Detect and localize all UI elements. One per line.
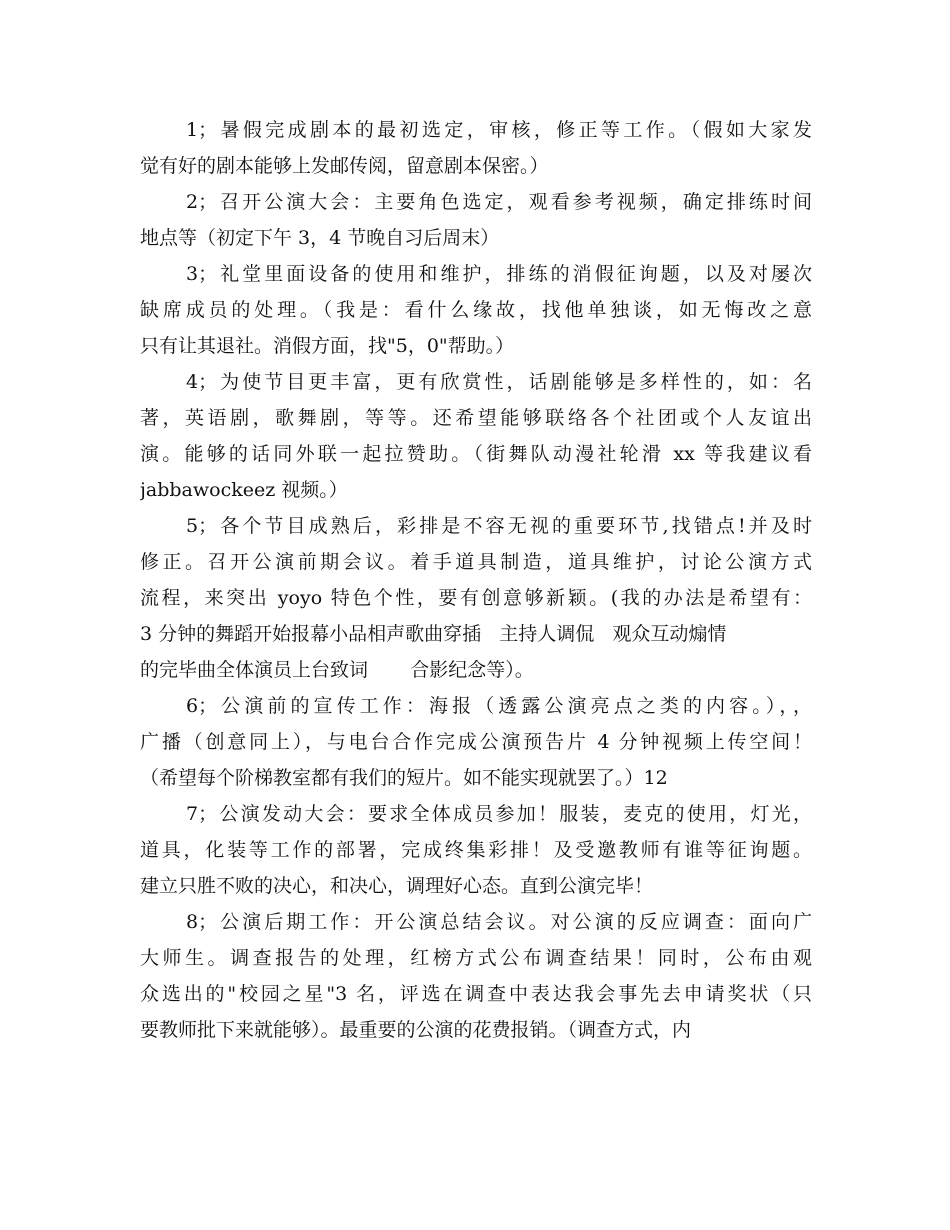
- text-line: 缺席成员的处理。（我是：看什么缘故，找他单独谈，如无悔改之意: [140, 299, 812, 321]
- text-line: 广播（创意同上），与电台合作完成公演预告片 4 分钟视频上传空间！: [140, 731, 812, 753]
- paragraph-4: [140, 364, 812, 508]
- paragraph-1: [140, 112, 812, 184]
- text-line: 8；公演后期工作：开公演总结会议。对公演的反应调查：面向广: [186, 911, 812, 933]
- text-line: 众选出的"校园之星"3 名，评选在调查中表达我会事先去申请奖状（只: [140, 983, 812, 1005]
- text-line: jabbawockeez 视频。）: [140, 479, 348, 501]
- text-line: 4；为使节目更丰富，更有欣赏性，话剧能够是多样性的，如：名: [186, 371, 812, 393]
- text-line: 的完毕曲全体演员上台致词 合影纪念等）。: [140, 659, 534, 681]
- text-line: 著，英语剧，歌舞剧，等等。还希望能够联络各个社团或个人友谊出: [140, 407, 812, 429]
- text-line: 地点等（初定下午 3，4 节晚自习后周末）: [140, 227, 500, 249]
- text-line: 1；暑假完成剧本的最初选定，审核，修正等工作。（假如大家发: [186, 119, 812, 141]
- text-line: 要教师批下来就能够）。最重要的公演的花费报销。（调查方式，内: [140, 1019, 692, 1041]
- text-line: 觉有好的剧本能够上发邮传阅，留意剧本保密。）: [140, 155, 549, 177]
- paragraph-2: [140, 184, 812, 256]
- text-line: 修正。召开公演前期会议。着手道具制造，道具维护，讨论公演方式: [140, 551, 812, 573]
- text-line: 大师生。调查报告的处理，红榜方式公布调查结果！同时，公布由观: [140, 947, 812, 969]
- text-line: 流程，来突出 yoyo 特色个性，要有创意够新颖。(我的办法是希望有：: [140, 587, 812, 609]
- paragraph-5: [140, 508, 812, 688]
- text-line: 3；礼堂里面设备的使用和维护，排练的消假征询题，以及对屡次: [186, 263, 812, 285]
- text-line: 道具，化装等工作的部署，完成终集彩排！及受邀教师有谁等征询题。: [140, 839, 812, 861]
- text-line: （希望每个阶梯教室都有我们的短片。如不能实现就罢了。）12: [140, 767, 668, 789]
- paragraph-6: [140, 688, 812, 796]
- text-line: 3 分钟的舞蹈开始报幕小品相声歌曲穿插 主持人调侃 观众互动煽情: [140, 623, 727, 645]
- text-line: 演。能够的话同外联一起拉赞助。（街舞队动漫社轮滑 xx 等我建议看: [140, 443, 812, 465]
- text-line: 2；召开公演大会：主要角色选定，观看参考视频，确定排练时间: [186, 191, 812, 213]
- paragraph-8: [140, 904, 812, 1048]
- text-line: 5；各个节目成熟后，彩排是不容无视的重要环节,找错点!并及时: [186, 515, 812, 537]
- text-line: 6；公演前的宣传工作：海报（透露公演亮点之类的内容。），，: [186, 695, 812, 717]
- text-line: 建立只胜不败的决心，和决心，调理好心态。直到公演完毕！: [140, 875, 654, 897]
- paragraph-3: [140, 256, 812, 364]
- text-line: 7；公演发动大会：要求全体成员参加！服装，麦克的使用，灯光，: [186, 803, 812, 825]
- document-body: [140, 112, 812, 1048]
- text-line: 只有让其退社。消假方面，找"5，0"帮助。）: [140, 335, 515, 357]
- paragraph-7: [140, 796, 812, 904]
